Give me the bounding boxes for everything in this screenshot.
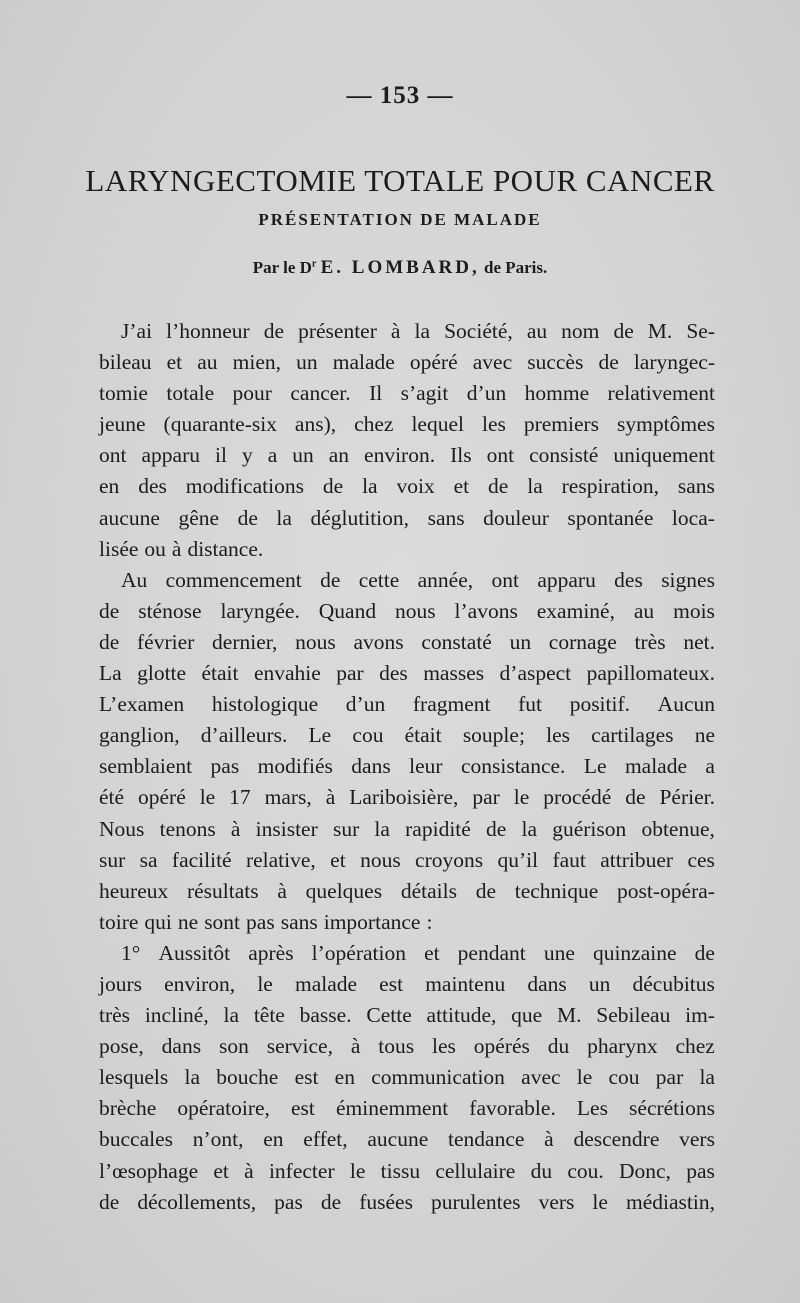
text-line: très incliné, la tête basse. Cette attitude, que M. Sebileau im- bbox=[99, 1003, 715, 1028]
article-subtitle: PRÉSENTATION DE MALADE bbox=[258, 210, 542, 229]
text-line: aucune gêne de la déglutition, sans douleur spontanée loca- bbox=[99, 505, 715, 530]
text-line: ont apparu il y a un an environ. Ils ont consisté uniquement bbox=[99, 443, 715, 468]
text-line: jours environ, le malade est maintenu dans un décubitus bbox=[99, 971, 715, 996]
page-number: — 153 — bbox=[346, 82, 454, 109]
text-line: Nous tenons à insister sur la rapidité de la guérison obtenue, bbox=[99, 816, 715, 841]
text-line: pose, dans son service, à tous les opérés du pharynx chez bbox=[99, 1034, 715, 1059]
text-line: tomie totale pour cancer. Il s’agit d’un homme relativement bbox=[99, 381, 715, 406]
byline bbox=[0, 257, 800, 279]
article-title: LARYNGECTOMIE TOTALE POUR CANCER bbox=[85, 163, 715, 198]
text-line: J’ai l’honneur de présenter à la Société, au nom de M. Se- bbox=[121, 319, 715, 343]
text-line: de sténose laryngée. Quand nous l’avons examiné, au mois bbox=[99, 598, 715, 623]
author-name: E. LOMBARD, bbox=[320, 257, 480, 278]
byline-suffix: de Paris. bbox=[484, 258, 548, 277]
text-line: toire qui ne sont pas sans importance : bbox=[99, 909, 433, 934]
text-line: jeune (quarante-six ans), chez lequel les premiers symptômes bbox=[99, 412, 715, 437]
text-line: lesquels la bouche est en communication avec le cou par la bbox=[99, 1065, 715, 1090]
text-line: Au commencement de cette année, ont apparu des signes bbox=[121, 567, 715, 592]
text-line: L’examen histologique d’un fragment fut positif. Aucun bbox=[99, 692, 715, 717]
text-line: buccales n’ont, en effet, aucune tendance à descendre vers bbox=[99, 1127, 715, 1152]
text-line: La glotte était envahie par des masses d’aspect papillomateux. bbox=[99, 661, 715, 686]
text-line: sur sa facilité relative, et nous croyons qu’il faut attribuer ces bbox=[99, 847, 715, 872]
text-line: heureux résultats à quelques détails de technique post-opéra- bbox=[99, 878, 715, 903]
text-line: ganglion, d’ailleurs. Le cou était souple; les cartilages ne bbox=[99, 723, 715, 748]
text-line: bileau et au mien, un malade opéré avec succès de laryngec- bbox=[99, 350, 715, 375]
byline-prefix: Par le D bbox=[252, 258, 312, 277]
text-line: brèche opératoire, est éminemment favorable. Les sécrétions bbox=[99, 1096, 715, 1121]
text-line: de février dernier, nous avons constaté un cornage très net. bbox=[99, 629, 715, 654]
text-line: semblaient pas modifiés dans leur consistance. Le malade a bbox=[99, 754, 715, 779]
body-text bbox=[99, 316, 715, 1218]
text-line: de décollements, pas de fusées purulentes vers le médiastin, bbox=[99, 1189, 715, 1214]
text-line: en des modifications de la voix et de la respiration, sans bbox=[99, 474, 715, 499]
text-line: l’œsophage et à infecter le tissu cellulaire du cou. Donc, pas bbox=[99, 1158, 715, 1183]
byline-prefix-sup: r bbox=[311, 258, 317, 270]
text-line: été opéré le 17 mars, à Lariboisière, par le procédé de Périer. bbox=[99, 785, 715, 810]
text-line: lisée ou à distance. bbox=[99, 536, 264, 561]
text-line: 1° Aussitôt après l’opération et pendant une quinzaine de bbox=[121, 940, 715, 965]
